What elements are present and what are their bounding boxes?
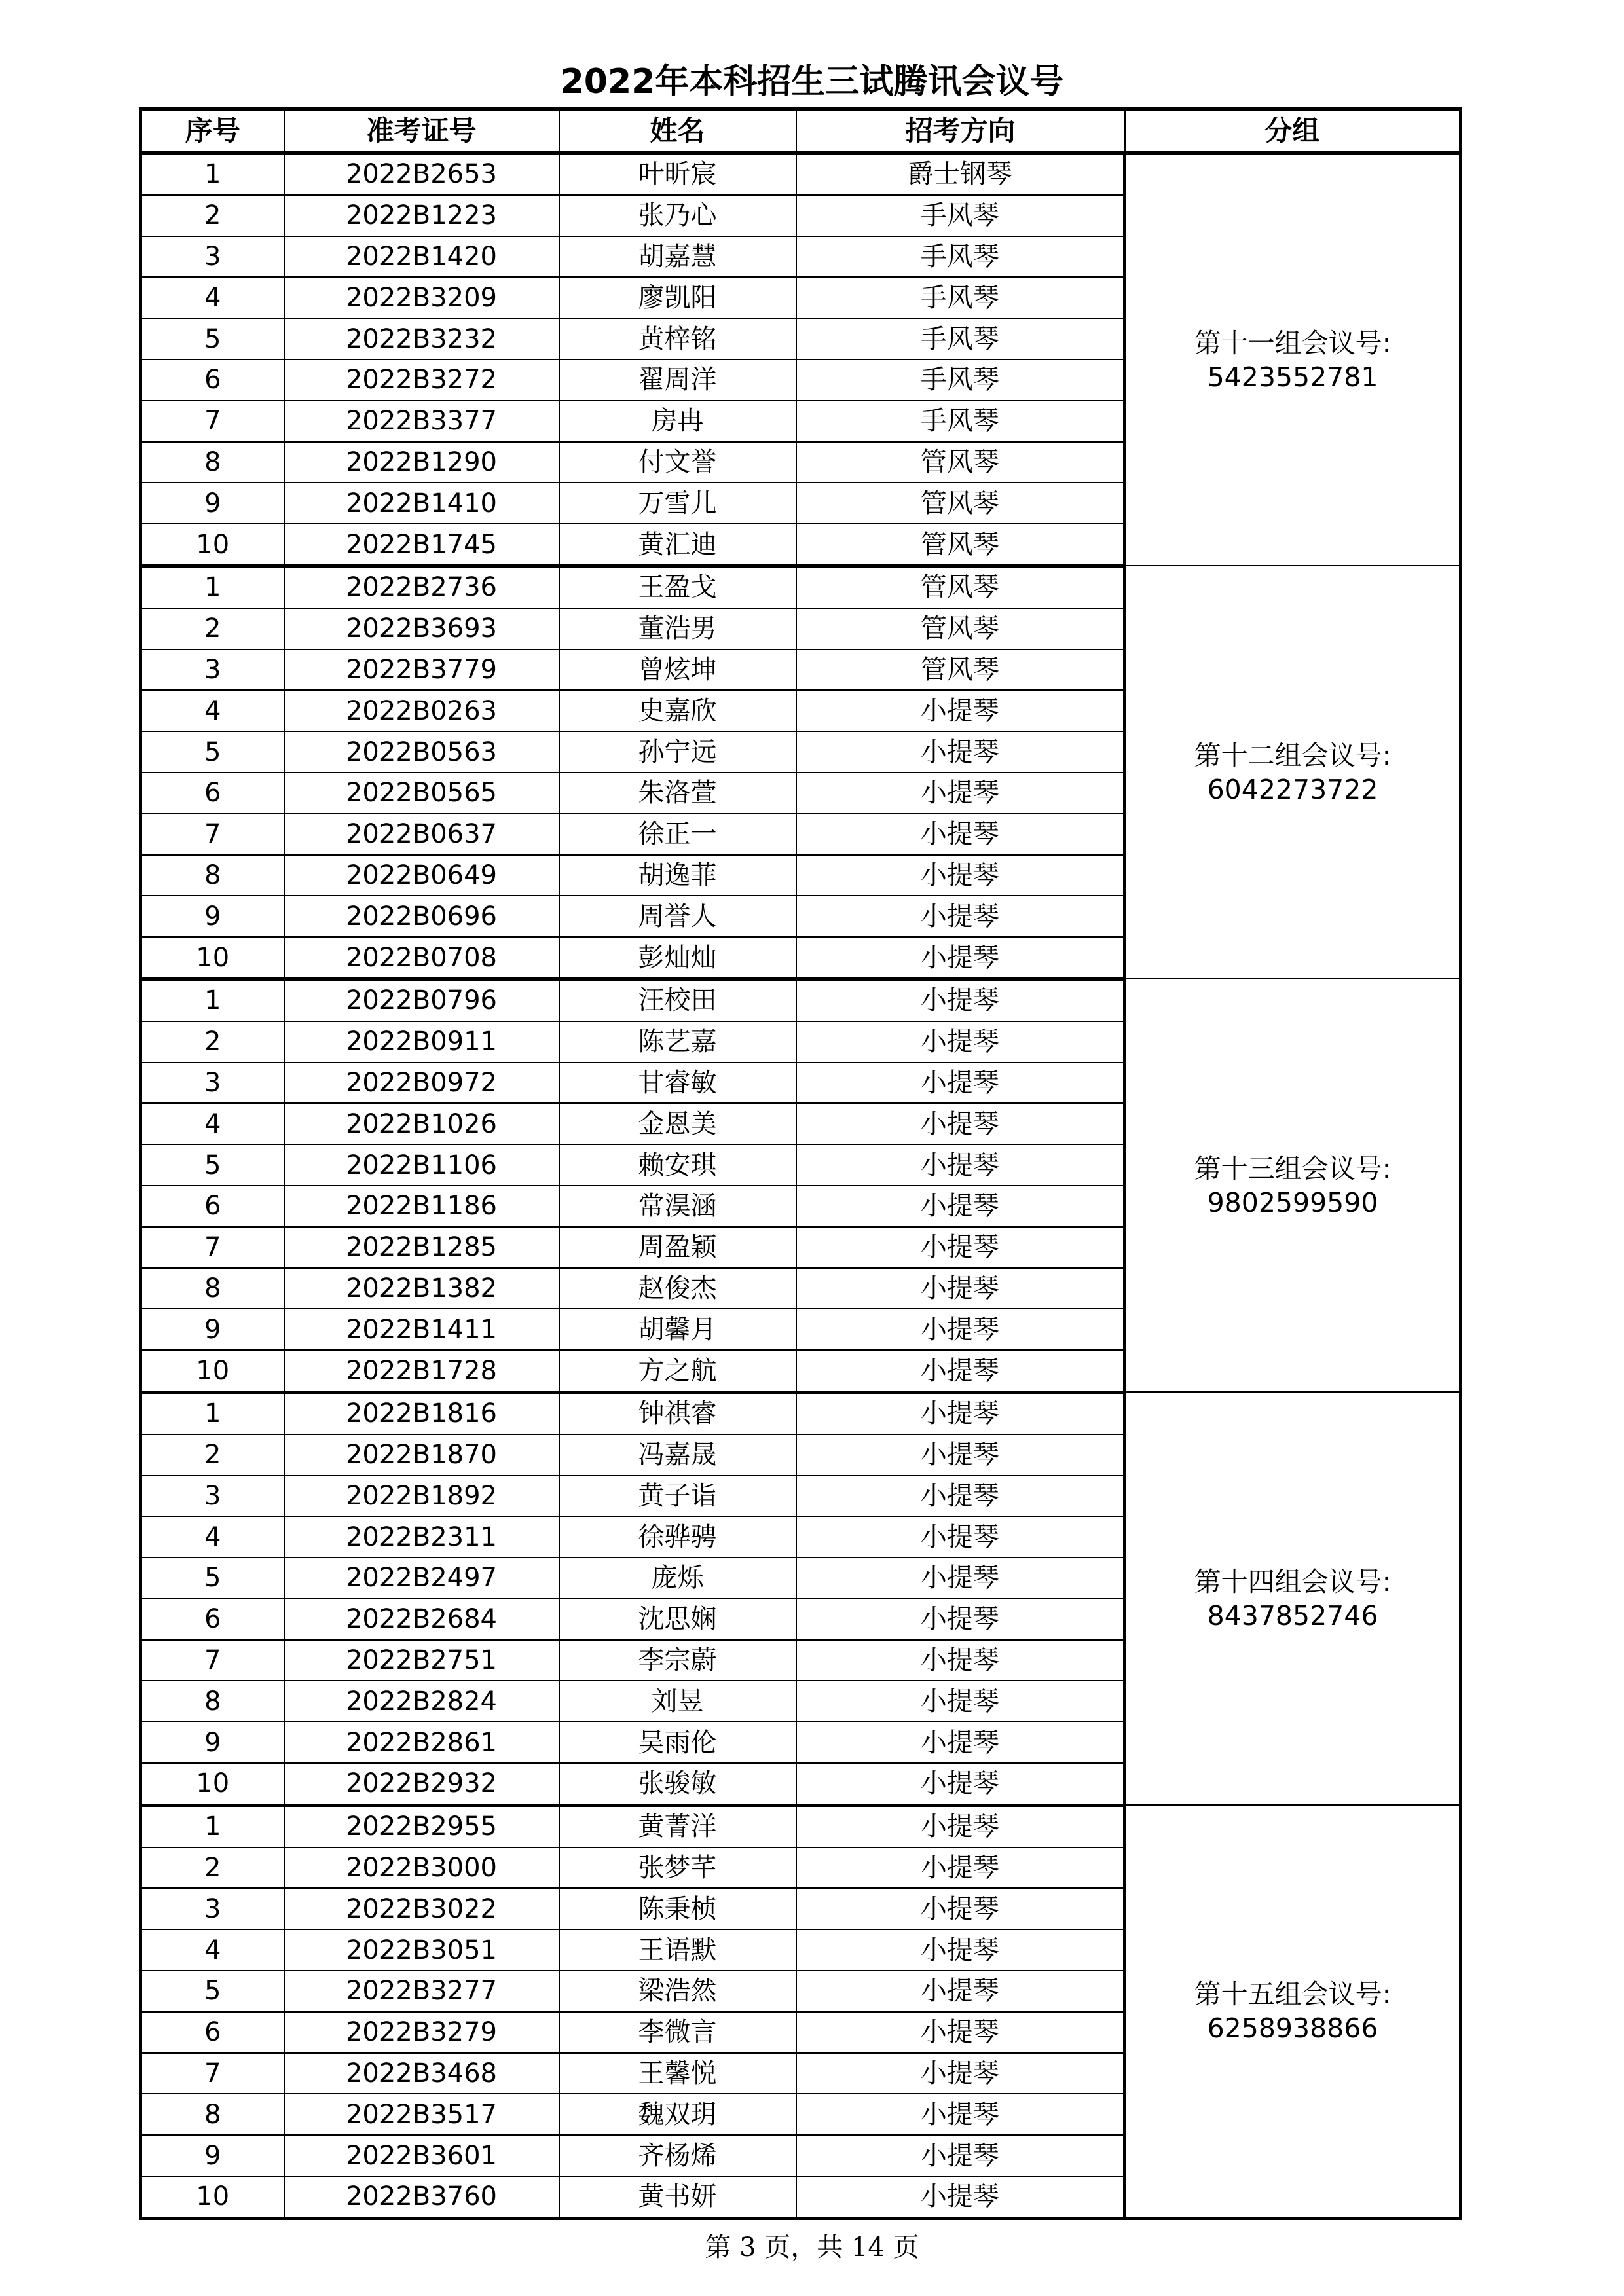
- group-cell: [1125, 153, 1461, 566]
- cell-no: 3: [141, 236, 284, 278]
- cell-exam-id: 2022B3277: [284, 1971, 559, 2012]
- cell-name: 黄菁洋: [559, 1805, 796, 1847]
- cell-name: 王语默: [559, 1929, 796, 1971]
- cell-exam-id: 2022B0708: [284, 937, 559, 979]
- cell-major: 手风琴: [796, 236, 1125, 278]
- header-row: [141, 109, 1461, 153]
- meeting-id: 9802599590: [1207, 1186, 1378, 1218]
- meeting-id: 6258938866: [1207, 2013, 1378, 2045]
- cell-major: 手风琴: [796, 195, 1125, 236]
- cell-no: 2: [141, 1434, 284, 1476]
- cell-no: 2: [141, 1848, 284, 1889]
- cell-major: 小提琴: [796, 1144, 1125, 1186]
- cell-major: 小提琴: [796, 1021, 1125, 1063]
- cell-no: 6: [141, 773, 284, 814]
- cell-major: 小提琴: [796, 1268, 1125, 1309]
- cell-name: 房冉: [559, 401, 796, 442]
- cell-no: 10: [141, 1763, 284, 1805]
- cell-exam-id: 2022B1745: [284, 524, 559, 566]
- cell-no: 8: [141, 442, 284, 483]
- page-title: 2022年本科招生三试腾讯会议号: [560, 62, 1064, 101]
- group-cell: [1125, 1392, 1461, 1805]
- cell-name: 彭灿灿: [559, 937, 796, 979]
- group-label: 第十五组会议号:: [1194, 1978, 1392, 2011]
- cell-exam-id: 2022B2824: [284, 1681, 559, 1722]
- cell-no: 6: [141, 2012, 284, 2053]
- cell-exam-id: 2022B3272: [284, 359, 559, 401]
- cell-major: 小提琴: [796, 937, 1125, 979]
- cell-no: 8: [141, 1681, 284, 1722]
- header-no: 序号: [141, 109, 284, 153]
- cell-name: 翟周洋: [559, 359, 796, 401]
- cell-major: 小提琴: [796, 2176, 1125, 2218]
- cell-major: 小提琴: [796, 1227, 1125, 1268]
- cell-name: 钟祺睿: [559, 1392, 796, 1434]
- cell-no: 5: [141, 1971, 284, 2012]
- cell-exam-id: 2022B3760: [284, 2176, 559, 2218]
- cell-exam-id: 2022B2861: [284, 1722, 559, 1763]
- cell-name: 黄汇迪: [559, 524, 796, 566]
- cell-major: 手风琴: [796, 401, 1125, 442]
- cell-name: 胡嘉慧: [559, 236, 796, 278]
- cell-major: 小提琴: [796, 1434, 1125, 1476]
- cell-no: 2: [141, 608, 284, 649]
- cell-no: 4: [141, 277, 284, 318]
- cell-major: 小提琴: [796, 731, 1125, 773]
- cell-exam-id: 2022B1290: [284, 442, 559, 483]
- cell-major: 管风琴: [796, 649, 1125, 691]
- cell-name: 黄书妍: [559, 2176, 796, 2218]
- cell-exam-id: 2022B3000: [284, 1848, 559, 1889]
- cell-no: 9: [141, 896, 284, 937]
- cell-exam-id: 2022B2653: [284, 153, 559, 195]
- cell-major: 手风琴: [796, 359, 1125, 401]
- cell-name: 陈秉桢: [559, 1888, 796, 1929]
- cell-name: 万雪儿: [559, 483, 796, 524]
- cell-major: 手风琴: [796, 277, 1125, 318]
- cell-major: 小提琴: [796, 1476, 1125, 1517]
- cell-no: 5: [141, 1144, 284, 1186]
- cell-name: 廖凯阳: [559, 277, 796, 318]
- cell-exam-id: 2022B3209: [284, 277, 559, 318]
- header-major: 招考方向: [796, 109, 1125, 153]
- cell-name: 吴雨伦: [559, 1722, 796, 1763]
- cell-exam-id: 2022B3022: [284, 1888, 559, 1929]
- cell-no: 2: [141, 1021, 284, 1063]
- cell-no: 7: [141, 1640, 284, 1681]
- cell-major: 小提琴: [796, 1848, 1125, 1889]
- cell-exam-id: 2022B0972: [284, 1063, 559, 1104]
- cell-major: 管风琴: [796, 442, 1125, 483]
- cell-exam-id: 2022B0696: [284, 896, 559, 937]
- group-label: 第十三组会议号:: [1194, 1152, 1392, 1184]
- cell-major: 小提琴: [796, 814, 1125, 855]
- cell-major: 小提琴: [796, 773, 1125, 814]
- cell-no: 3: [141, 1063, 284, 1104]
- group-cell: [1125, 1805, 1461, 2218]
- cell-no: 10: [141, 937, 284, 979]
- meeting-id: 5423552781: [1207, 361, 1378, 393]
- cell-exam-id: 2022B2932: [284, 1763, 559, 1805]
- cell-name: 王盈戈: [559, 566, 796, 608]
- cell-exam-id: 2022B1186: [284, 1186, 559, 1227]
- cell-major: 小提琴: [796, 1516, 1125, 1558]
- cell-exam-id: 2022B1026: [284, 1103, 559, 1144]
- cell-name: 金恩美: [559, 1103, 796, 1144]
- cell-major: 小提琴: [796, 855, 1125, 896]
- cell-no: 7: [141, 814, 284, 855]
- header-exam-id: 准考证号: [284, 109, 559, 153]
- cell-exam-id: 2022B0565: [284, 773, 559, 814]
- cell-exam-id: 2022B3279: [284, 2012, 559, 2053]
- cell-name: 赵俊杰: [559, 1268, 796, 1309]
- cell-exam-id: 2022B1223: [284, 195, 559, 236]
- cell-name: 叶昕宸: [559, 153, 796, 195]
- cell-major: 小提琴: [796, 1558, 1125, 1599]
- cell-exam-id: 2022B3051: [284, 1929, 559, 1971]
- cell-major: 小提琴: [796, 2094, 1125, 2135]
- cell-exam-id: 2022B3693: [284, 608, 559, 649]
- cell-major: 小提琴: [796, 1805, 1125, 1847]
- cell-name: 张骏敏: [559, 1763, 796, 1805]
- cell-no: 4: [141, 690, 284, 731]
- cell-major: 小提琴: [796, 1681, 1125, 1722]
- cell-name: 曾炫坤: [559, 649, 796, 691]
- cell-exam-id: 2022B0911: [284, 1021, 559, 1063]
- cell-exam-id: 2022B2311: [284, 1516, 559, 1558]
- cell-no: 5: [141, 318, 284, 359]
- cell-exam-id: 2022B3517: [284, 2094, 559, 2135]
- cell-major: 小提琴: [796, 2135, 1125, 2176]
- cell-no: 8: [141, 855, 284, 896]
- cell-exam-id: 2022B0563: [284, 731, 559, 773]
- group-label: 第十四组会议号:: [1194, 1565, 1392, 1597]
- header-name: 姓名: [559, 109, 796, 153]
- cell-name: 董浩男: [559, 608, 796, 649]
- cell-exam-id: 2022B2497: [284, 1558, 559, 1599]
- cell-no: 10: [141, 2176, 284, 2218]
- cell-major: 小提琴: [796, 979, 1125, 1021]
- cell-no: 1: [141, 979, 284, 1021]
- cell-exam-id: 2022B1106: [284, 1144, 559, 1186]
- cell-exam-id: 2022B2736: [284, 566, 559, 608]
- table-row: [141, 566, 1461, 608]
- cell-no: 9: [141, 2135, 284, 2176]
- cell-no: 1: [141, 1805, 284, 1847]
- meeting-table: [139, 107, 1462, 2220]
- cell-major: 小提琴: [796, 2053, 1125, 2094]
- cell-major: 小提琴: [796, 1599, 1125, 1640]
- cell-name: 刘昱: [559, 1681, 796, 1722]
- cell-no: 4: [141, 1103, 284, 1144]
- cell-name: 方之航: [559, 1350, 796, 1392]
- cell-no: 8: [141, 1268, 284, 1309]
- cell-name: 庞烁: [559, 1558, 796, 1599]
- cell-name: 张乃心: [559, 195, 796, 236]
- cell-name: 李微言: [559, 2012, 796, 2053]
- cell-major: 管风琴: [796, 483, 1125, 524]
- cell-no: 7: [141, 1227, 284, 1268]
- cell-name: 周盈颖: [559, 1227, 796, 1268]
- cell-exam-id: 2022B0263: [284, 690, 559, 731]
- table-row: [141, 1392, 1461, 1434]
- cell-exam-id: 2022B3779: [284, 649, 559, 691]
- cell-name: 魏双玥: [559, 2094, 796, 2135]
- meeting-id: 6042273722: [1207, 773, 1378, 805]
- cell-name: 冯嘉晟: [559, 1434, 796, 1476]
- cell-no: 2: [141, 195, 284, 236]
- cell-exam-id: 2022B2684: [284, 1599, 559, 1640]
- cell-exam-id: 2022B2955: [284, 1805, 559, 1847]
- cell-major: 爵士钢琴: [796, 153, 1125, 195]
- cell-name: 李宗蔚: [559, 1640, 796, 1681]
- cell-exam-id: 2022B1410: [284, 483, 559, 524]
- cell-exam-id: 2022B0649: [284, 855, 559, 896]
- cell-no: 1: [141, 1392, 284, 1434]
- cell-name: 胡馨月: [559, 1309, 796, 1350]
- cell-no: 10: [141, 524, 284, 566]
- cell-no: 4: [141, 1516, 284, 1558]
- table-header: [141, 109, 1461, 153]
- cell-no: 5: [141, 731, 284, 773]
- cell-exam-id: 2022B0637: [284, 814, 559, 855]
- table-row: [141, 153, 1461, 195]
- meeting-id: 8437852746: [1207, 1599, 1378, 1631]
- cell-name: 赖安琪: [559, 1144, 796, 1186]
- cell-exam-id: 2022B1420: [284, 236, 559, 278]
- cell-exam-id: 2022B1892: [284, 1476, 559, 1517]
- cell-no: 5: [141, 1558, 284, 1599]
- cell-exam-id: 2022B2751: [284, 1640, 559, 1681]
- cell-major: 手风琴: [796, 318, 1125, 359]
- cell-major: 管风琴: [796, 566, 1125, 608]
- cell-no: 8: [141, 2094, 284, 2135]
- cell-exam-id: 2022B0796: [284, 979, 559, 1021]
- cell-exam-id: 2022B1870: [284, 1434, 559, 1476]
- cell-major: 小提琴: [796, 1350, 1125, 1392]
- cell-major: 小提琴: [796, 1103, 1125, 1144]
- cell-name: 甘睿敏: [559, 1063, 796, 1104]
- cell-no: 10: [141, 1350, 284, 1392]
- cell-exam-id: 2022B1816: [284, 1392, 559, 1434]
- cell-major: 小提琴: [796, 1929, 1125, 1971]
- cell-exam-id: 2022B1382: [284, 1268, 559, 1309]
- cell-no: 6: [141, 359, 284, 401]
- cell-name: 徐骅骋: [559, 1516, 796, 1558]
- cell-name: 黄子诣: [559, 1476, 796, 1517]
- cell-major: 小提琴: [796, 1971, 1125, 2012]
- cell-no: 3: [141, 649, 284, 691]
- group-cell: [1125, 566, 1461, 979]
- cell-major: 管风琴: [796, 524, 1125, 566]
- cell-major: 小提琴: [796, 1888, 1125, 1929]
- cell-name: 沈思娴: [559, 1599, 796, 1640]
- cell-no: 7: [141, 2053, 284, 2094]
- header-group: 分组: [1125, 109, 1461, 153]
- cell-name: 汪校田: [559, 979, 796, 1021]
- cell-exam-id: 2022B3601: [284, 2135, 559, 2176]
- cell-name: 齐杨烯: [559, 2135, 796, 2176]
- group-cell: [1125, 979, 1461, 1392]
- cell-major: 小提琴: [796, 896, 1125, 937]
- cell-major: 管风琴: [796, 608, 1125, 649]
- cell-name: 王馨悦: [559, 2053, 796, 2094]
- cell-no: 1: [141, 566, 284, 608]
- cell-no: 3: [141, 1476, 284, 1517]
- cell-no: 6: [141, 1599, 284, 1640]
- cell-exam-id: 2022B1728: [284, 1350, 559, 1392]
- page-footer: 第 3 页，共 14 页: [705, 2232, 919, 2263]
- cell-exam-id: 2022B3232: [284, 318, 559, 359]
- cell-name: 胡逸菲: [559, 855, 796, 896]
- cell-name: 孙宁远: [559, 731, 796, 773]
- cell-name: 陈艺嘉: [559, 1021, 796, 1063]
- cell-major: 小提琴: [796, 1640, 1125, 1681]
- cell-name: 朱洛萱: [559, 773, 796, 814]
- cell-no: 9: [141, 483, 284, 524]
- cell-name: 常淏涵: [559, 1186, 796, 1227]
- cell-no: 3: [141, 1888, 284, 1929]
- cell-exam-id: 2022B1411: [284, 1309, 559, 1350]
- cell-no: 1: [141, 153, 284, 195]
- cell-no: 9: [141, 1722, 284, 1763]
- cell-major: 小提琴: [796, 2012, 1125, 2053]
- cell-major: 小提琴: [796, 1186, 1125, 1227]
- group-label: 第十一组会议号:: [1194, 327, 1392, 359]
- table-row: [141, 979, 1461, 1021]
- cell-major: 小提琴: [796, 690, 1125, 731]
- cell-no: 4: [141, 1929, 284, 1971]
- cell-no: 6: [141, 1186, 284, 1227]
- cell-name: 史嘉欣: [559, 690, 796, 731]
- cell-no: 9: [141, 1309, 284, 1350]
- cell-name: 梁浩然: [559, 1971, 796, 2012]
- cell-name: 张梦芊: [559, 1848, 796, 1889]
- cell-exam-id: 2022B3377: [284, 401, 559, 442]
- cell-name: 周誉人: [559, 896, 796, 937]
- cell-name: 黄梓铭: [559, 318, 796, 359]
- cell-major: 小提琴: [796, 1392, 1125, 1434]
- cell-exam-id: 2022B3468: [284, 2053, 559, 2094]
- cell-exam-id: 2022B1285: [284, 1227, 559, 1268]
- cell-major: 小提琴: [796, 1763, 1125, 1805]
- cell-major: 小提琴: [796, 1063, 1125, 1104]
- cell-no: 7: [141, 401, 284, 442]
- cell-major: 小提琴: [796, 1309, 1125, 1350]
- table-body: [141, 153, 1461, 2219]
- cell-name: 徐正一: [559, 814, 796, 855]
- cell-name: 付文誉: [559, 442, 796, 483]
- group-label: 第十二组会议号:: [1194, 739, 1392, 771]
- table-row: [141, 1805, 1461, 1847]
- cell-major: 小提琴: [796, 1722, 1125, 1763]
